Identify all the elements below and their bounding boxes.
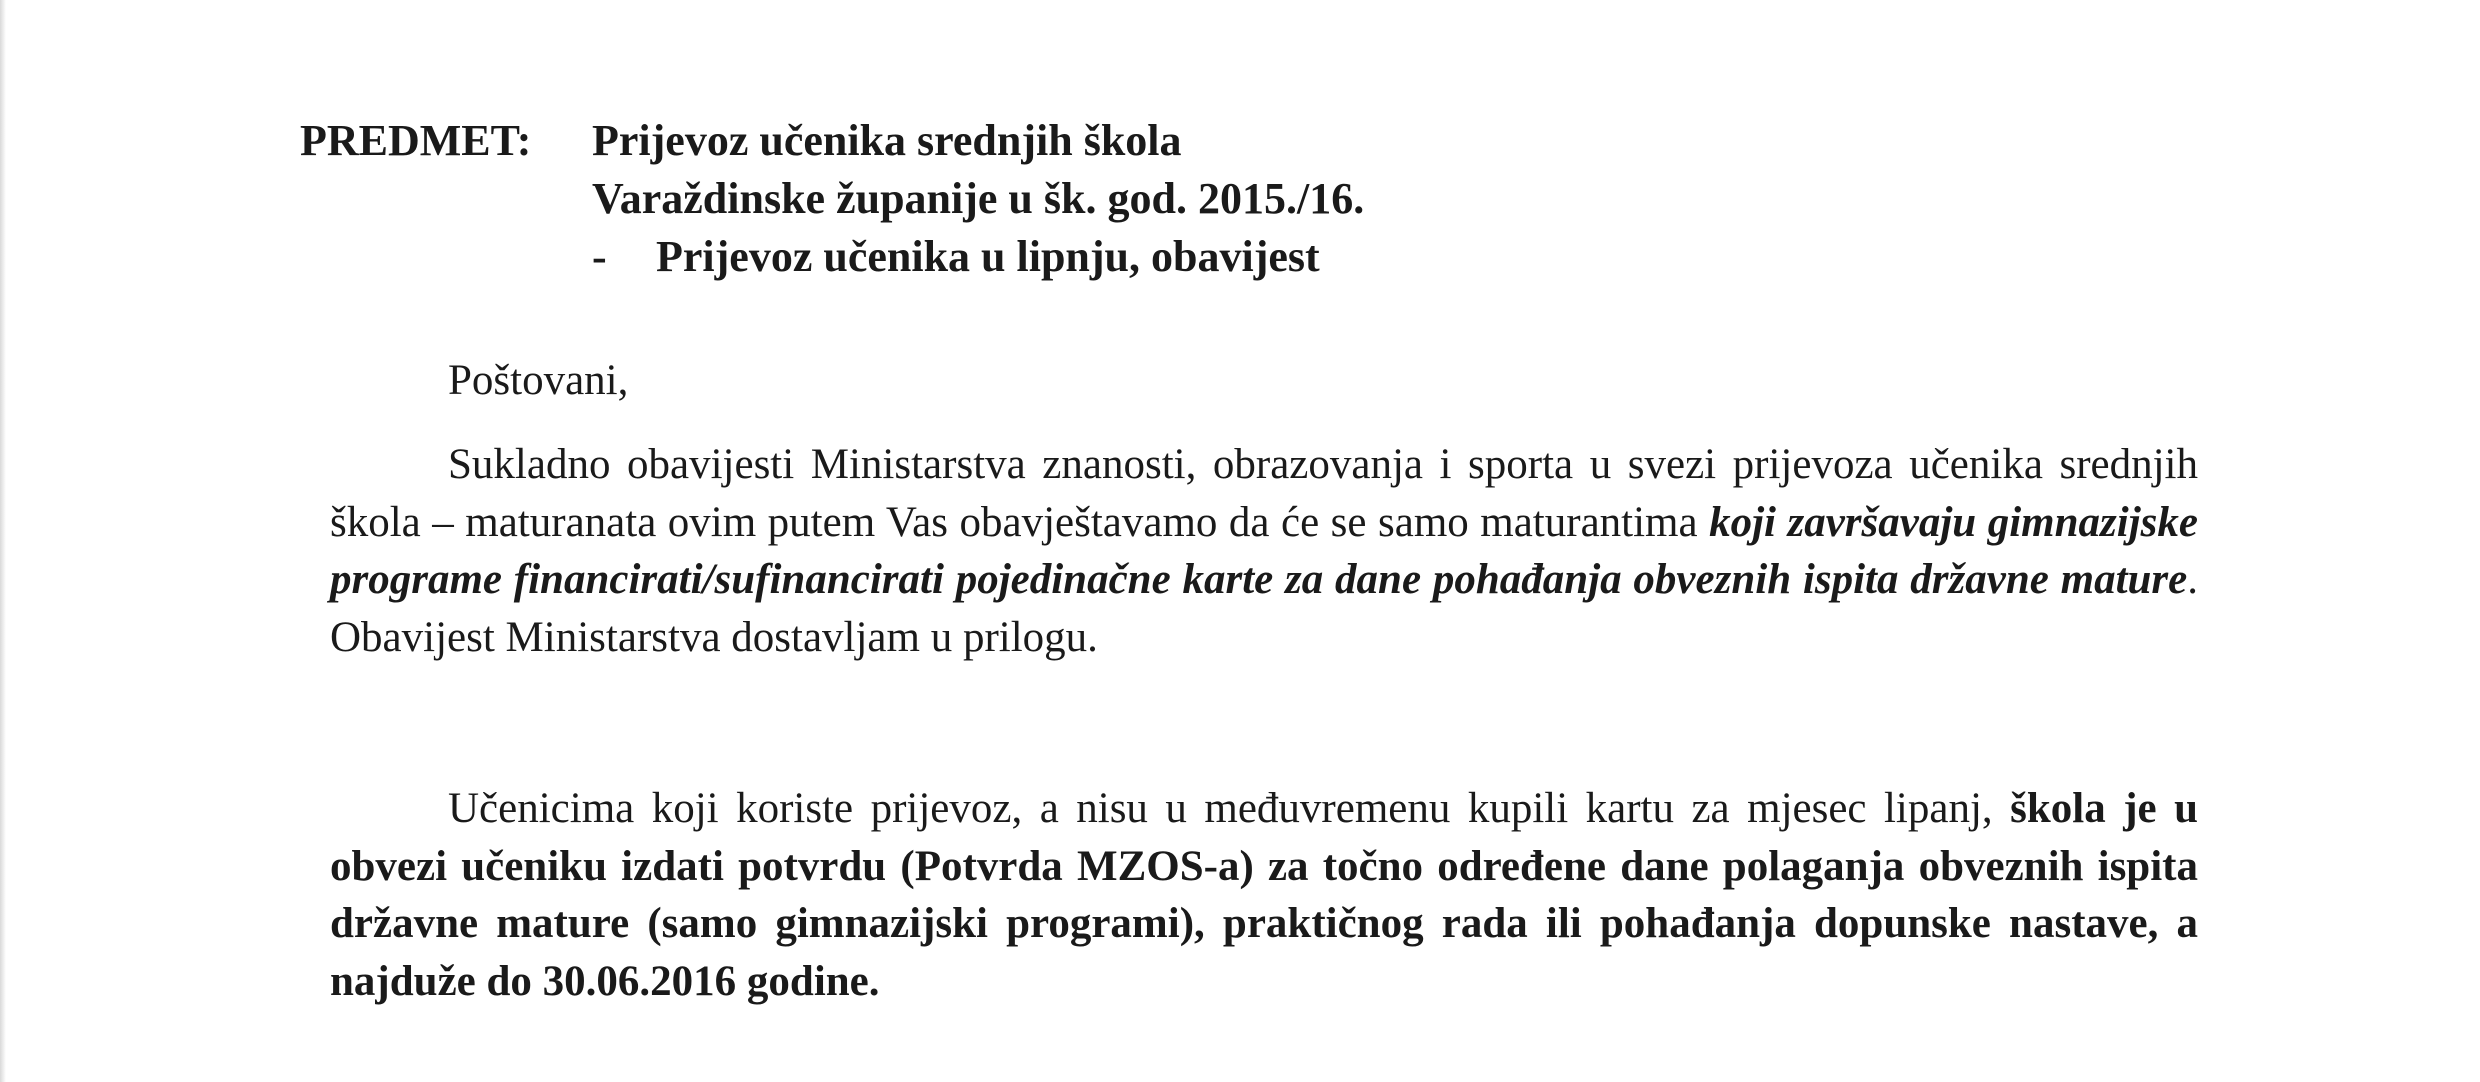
page-edge (0, 0, 6, 1082)
paragraph-2 (330, 780, 2198, 1010)
paragraph-1 (330, 436, 2198, 666)
paragraph-1-emphasis: koji završavaju gimnazijske programe financirati/sufinancirati pojedinačne karte za dane pohađanja obveznih ispita državne mature (330, 498, 2198, 603)
subject-dash: - (592, 232, 607, 281)
paragraph-1-end: . Obavijest Ministarstva dostavljam u prilogu. (330, 556, 2198, 661)
subject-lines (592, 112, 1364, 286)
subject-label: PREDMET: (300, 116, 532, 165)
subject-line-3-text: Prijevoz učenika u lipnju, obavijest (656, 232, 1320, 281)
subject-line-2: Varaždinske županije u šk. god. 2015./16. (592, 174, 1365, 223)
subject-line-3 (592, 228, 1364, 286)
subject-line-1: Prijevoz učenika srednjih škola (592, 116, 1182, 165)
greeting: Poštovani, (448, 357, 629, 404)
paragraph-2-bold: škola je u obvezi učeniku izdati potvrdu (Potvrda MZOS-a) za točno određene dane polaganja obveznih ispita državne mature (samo gimnazijski programi), praktičnog rada ili pohađanja dopunske nastave, a najduže do 30.06.2016 godine. (330, 785, 2199, 1005)
paragraph-2-start: Učenicima koji koriste prijevoz, a nisu u međuvremenu kupili kartu za mjesec lipanj, (448, 785, 2011, 832)
paragraph-1-start: Sukladno obavijesti Ministarstva znanosti, obrazovanja i sporta u svezi prijevoza učenika srednjih škola – maturanata ovim putem Vas obavještavamo da će se samo maturantima (330, 441, 2198, 546)
